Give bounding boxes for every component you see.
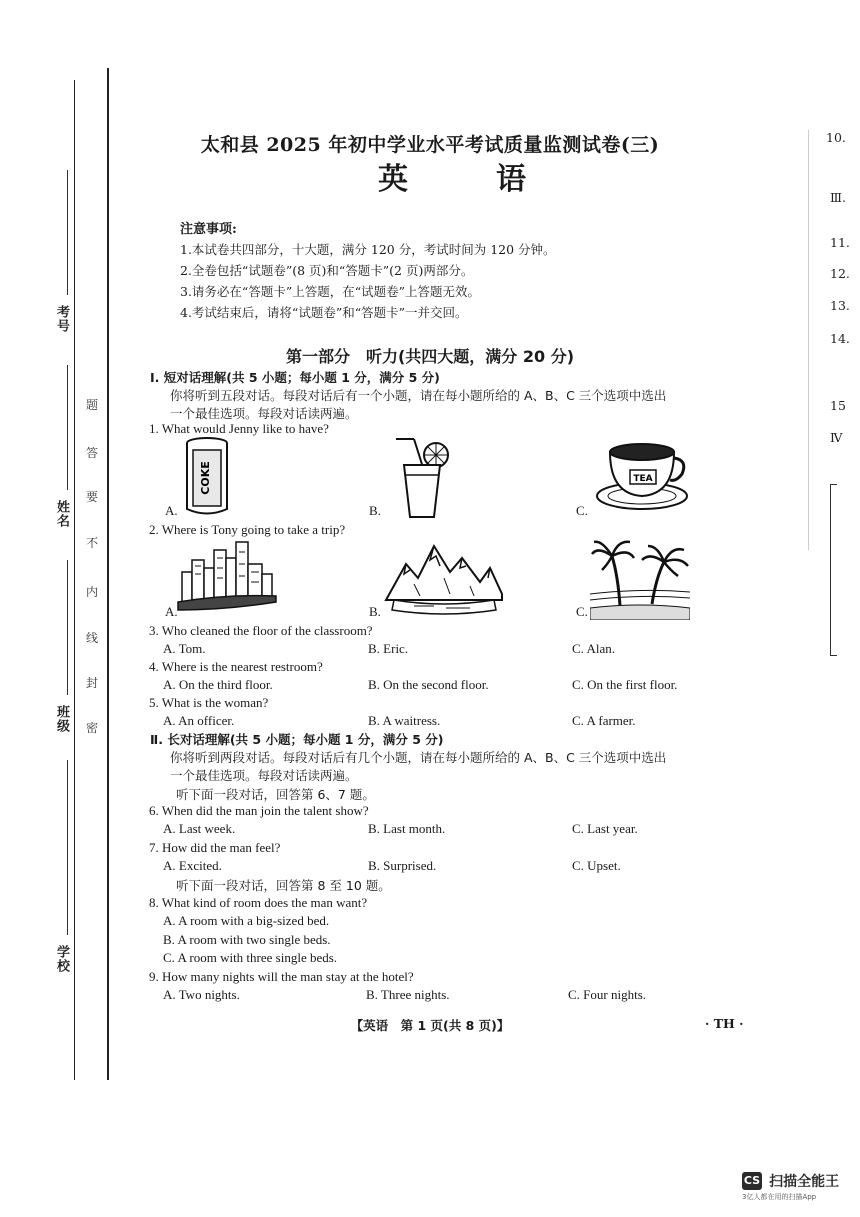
q1-option-b[interactable]: B. bbox=[369, 503, 381, 518]
q4-option-a[interactable]: A. On the third floor. bbox=[163, 677, 273, 692]
subject-title bbox=[378, 154, 528, 198]
q2-option-a[interactable]: A. bbox=[165, 604, 178, 619]
q2-option-b[interactable]: B. bbox=[369, 604, 381, 619]
paper-code: · TH · bbox=[705, 1016, 744, 1031]
right-edge-number: Ⅳ bbox=[830, 430, 843, 445]
notice-item: 3.请务必在“答题卡”上答题，在“试题卷”上答题无效。 bbox=[180, 284, 480, 299]
q9-option-b[interactable]: B. Three nights. bbox=[366, 987, 450, 1002]
notice-item: 1.本试卷共四部分，十大题，满分 120 分，考试时间为 120 分钟。 bbox=[180, 242, 556, 257]
q1-option-c[interactable]: C. bbox=[576, 503, 588, 518]
right-edge-number: 13. bbox=[830, 298, 850, 313]
q5-option-a[interactable]: A. An officer. bbox=[163, 713, 235, 728]
q6-stem: 6. When did the man join the talent show? bbox=[149, 803, 369, 818]
right-edge-bracket bbox=[830, 484, 837, 656]
scanner-app-name: 扫描全能王 bbox=[769, 1173, 840, 1190]
q8-option-c[interactable]: C. A room with three single beds. bbox=[163, 950, 338, 965]
school-blank[interactable] bbox=[67, 760, 68, 935]
name-label: 姓名 bbox=[54, 500, 69, 528]
q3-option-c[interactable]: C. Alan. bbox=[572, 641, 615, 656]
q1-stem: 1. What would Jenny like to have? bbox=[149, 421, 329, 436]
seal-char: 封 bbox=[86, 676, 99, 690]
scanner-tagline: 3亿人都在用的扫描App bbox=[742, 1193, 817, 1201]
notice-heading: 注意事项: bbox=[180, 222, 237, 237]
q9-option-c[interactable]: C. Four nights. bbox=[568, 987, 647, 1002]
q6-option-c[interactable]: C. Last year. bbox=[572, 821, 638, 836]
q9-stem: 9. How many nights will the man stay at the hotel? bbox=[149, 969, 414, 984]
sec2-instruction: 你将听到两段对话。每段对话后有几个小题，请在每小题所给的 A、B、C 三个选项中选出 bbox=[170, 750, 667, 765]
margin-line-outer bbox=[74, 80, 75, 1080]
seal-char: 题 bbox=[86, 398, 99, 412]
q9-option-a[interactable]: A. Two nights. bbox=[163, 987, 240, 1002]
page-footer: 【英语 第 1 页(共 8 页)】 bbox=[350, 1018, 510, 1033]
tea-label: TEA bbox=[633, 474, 653, 484]
q7-stem: 7. How did the man feel? bbox=[149, 840, 281, 855]
q8-stem: 8. What kind of room does the man want? bbox=[149, 895, 368, 910]
q5-stem: 5. What is the woman? bbox=[149, 695, 269, 710]
beach-palm-picture bbox=[590, 536, 690, 620]
q2-option-c[interactable]: C. bbox=[576, 604, 588, 619]
notice-item: 2.全卷包括“试题卷”(8 页)和“答题卡”(2 页)两部分。 bbox=[180, 263, 474, 278]
q2-stem: 2. Where is Tony going to take a trip? bbox=[149, 522, 346, 537]
q3-option-a[interactable]: A. Tom. bbox=[163, 641, 206, 656]
juice-glass-picture bbox=[390, 437, 454, 519]
q6-option-a[interactable]: A. Last week. bbox=[163, 821, 236, 836]
right-edge-number: 14. bbox=[830, 331, 850, 346]
right-edge-number: 10. bbox=[826, 130, 846, 145]
subject-char: 英 bbox=[378, 162, 410, 197]
q4-stem: 4. Where is the nearest restroom? bbox=[149, 659, 323, 674]
exam-number-blank[interactable] bbox=[67, 170, 68, 295]
q4-option-c[interactable]: C. On the first floor. bbox=[572, 677, 678, 692]
q3-option-b[interactable]: B. Eric. bbox=[368, 641, 409, 656]
q8-option-b[interactable]: B. A room with two single beds. bbox=[163, 932, 331, 947]
q7-option-c[interactable]: C. Upset. bbox=[572, 858, 621, 873]
margin-line-inner bbox=[107, 68, 109, 1080]
q8-option-a[interactable]: A. A room with a big-sized bed. bbox=[163, 913, 330, 928]
scanner-logo-icon: CS bbox=[742, 1172, 762, 1190]
notice-item: 4.考试结束后，请将“试题卷”和“答题卡”一并交回。 bbox=[180, 305, 468, 320]
sec2-hint: 听下面一段对话，回答第 6、7 题。 bbox=[176, 787, 375, 802]
sec2-title: Ⅱ. 长对话理解(共 5 小题；每小题 1 分，满分 5 分) bbox=[150, 732, 444, 747]
name-blank[interactable] bbox=[67, 365, 68, 490]
sec2-hint: 听下面一段对话，回答第 8 至 10 题。 bbox=[176, 878, 391, 893]
tea-cup-picture bbox=[596, 436, 690, 512]
q5-option-c[interactable]: C. A farmer. bbox=[572, 713, 636, 728]
q6-option-b[interactable]: B. Last month. bbox=[368, 821, 446, 836]
mountains-picture bbox=[384, 538, 504, 622]
sec1-instruction: 一个最佳选项。每段对话读两遍。 bbox=[170, 406, 358, 421]
right-edge-number: 12. bbox=[830, 266, 850, 281]
class-blank[interactable] bbox=[67, 560, 68, 695]
q7-option-a[interactable]: A. Excited. bbox=[163, 858, 222, 873]
seal-char: 密 bbox=[86, 721, 99, 735]
seal-char: 答 bbox=[86, 446, 99, 460]
q7-option-b[interactable]: B. Surprised. bbox=[368, 858, 437, 873]
seal-char: 不 bbox=[86, 536, 99, 550]
exam-number-label: 考号 bbox=[54, 305, 69, 333]
class-label: 班级 bbox=[54, 705, 69, 733]
q5-option-b[interactable]: B. A waitress. bbox=[368, 713, 441, 728]
seal-char: 线 bbox=[86, 631, 99, 645]
coke-label: COKE bbox=[199, 461, 212, 495]
right-edge-divider bbox=[808, 130, 809, 550]
scanner-watermark bbox=[742, 1170, 840, 1201]
q3-stem: 3. Who cleaned the floor of the classroom? bbox=[149, 623, 373, 638]
right-edge-number: Ⅲ. bbox=[830, 190, 847, 205]
q1-option-a[interactable]: A. bbox=[165, 503, 178, 518]
sec1-title: Ⅰ. 短对话理解(共 5 小题；每小题 1 分，满分 5 分) bbox=[150, 370, 440, 385]
subject-char: 语 bbox=[496, 162, 528, 197]
exam-title: 太和县 2025 年初中学业水平考试质量监测试卷(三) bbox=[200, 134, 660, 156]
part1-title: 第一部分 听力(共四大题，满分 20 分) bbox=[285, 347, 575, 366]
sec1-instruction: 你将听到五段对话。每段对话后有一个小题，请在每小题所给的 A、B、C 三个选项中选出 bbox=[170, 388, 667, 403]
q4-option-b[interactable]: B. On the second floor. bbox=[368, 677, 489, 692]
right-edge-number: 15 bbox=[830, 398, 846, 413]
coke-can-picture bbox=[184, 436, 230, 518]
city-skyline-picture bbox=[176, 538, 278, 614]
right-edge-number: 11. bbox=[830, 235, 850, 250]
seal-char: 要 bbox=[86, 490, 99, 504]
school-label: 学校 bbox=[54, 945, 69, 973]
seal-char: 内 bbox=[86, 585, 99, 599]
sec2-instruction: 一个最佳选项。每段对话读两遍。 bbox=[170, 768, 358, 783]
